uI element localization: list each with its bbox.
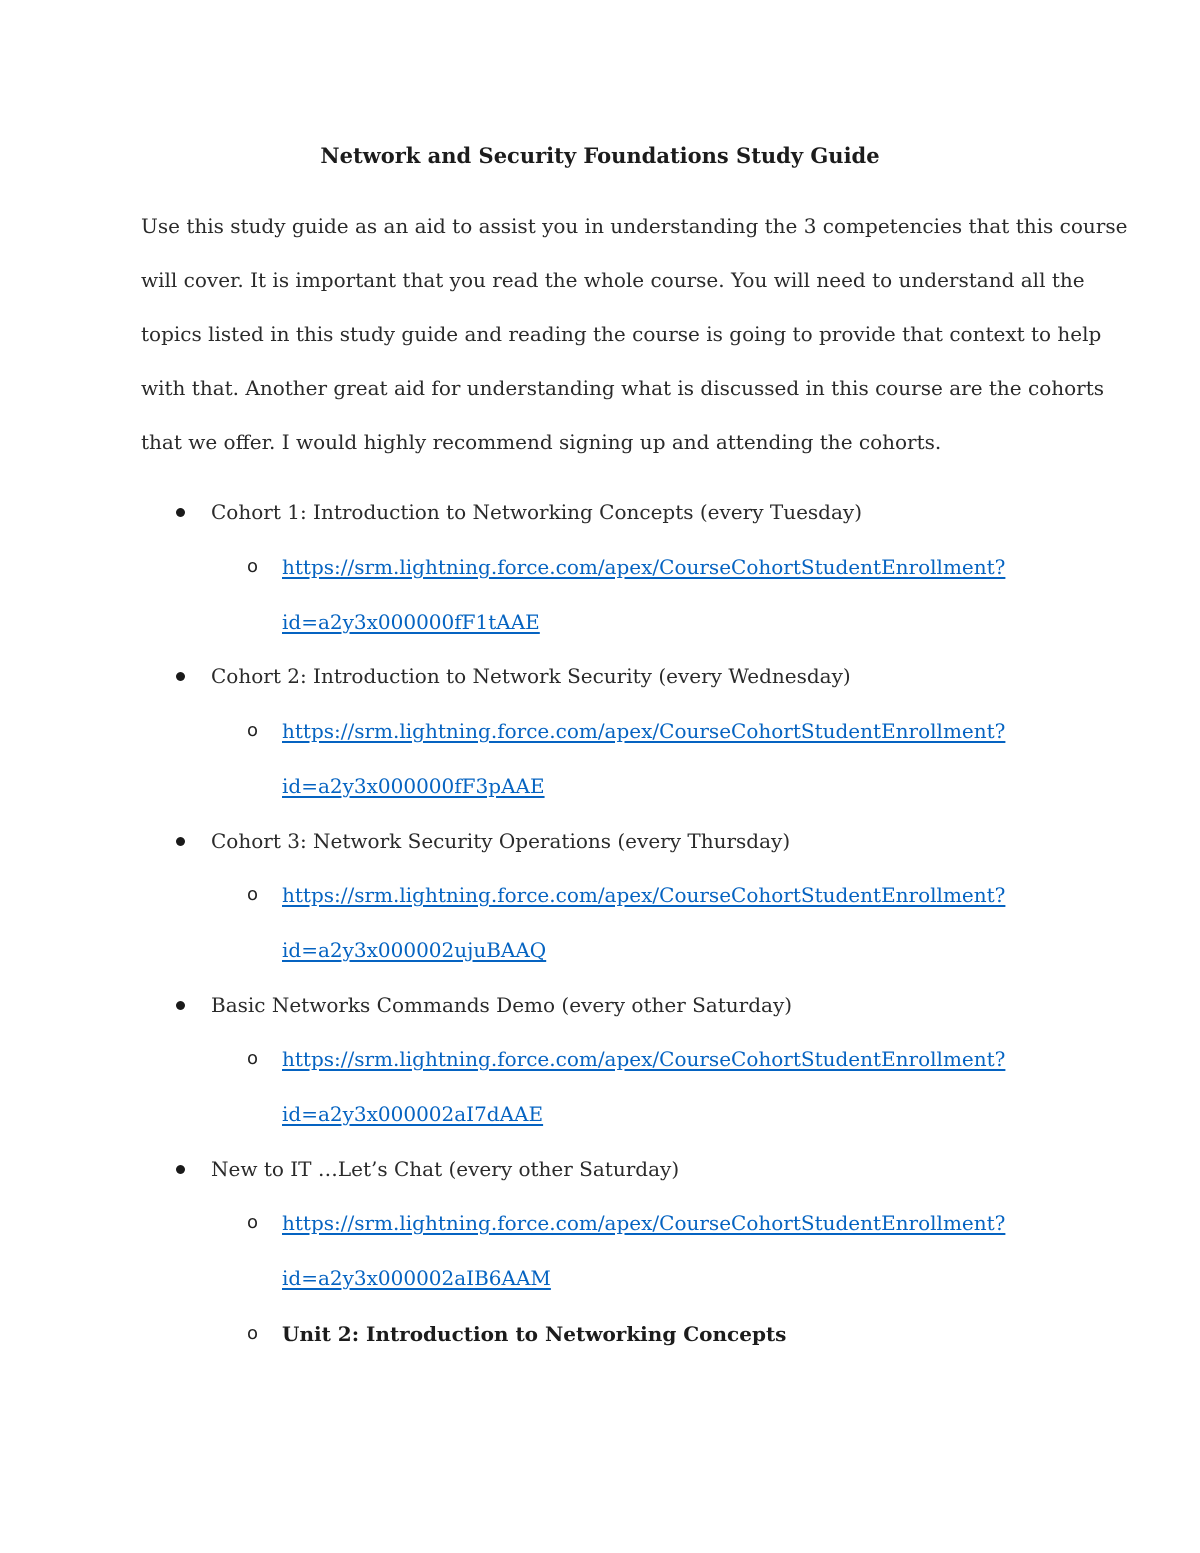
list-item [0,987,1200,1023]
enrollment-link[interactable]: https://srm.lightning.force.com/apex/CourseCohortStudentEnrollment? [282,1047,1006,1071]
unit-heading: Unit 2: Introduction to Networking Concepts [282,1322,787,1346]
sub-list-item [0,549,1200,585]
sub-list-item [0,1041,1200,1077]
sub-list-item-continued [0,768,1200,804]
enrollment-link[interactable]: https://srm.lightning.force.com/apex/CourseCohortStudentEnrollment? [282,719,1006,743]
sub-list-item-continued [0,1260,1200,1296]
list-item [0,823,1200,859]
intro-line: that we offer. I would highly recommend signing up and attending the cohorts. [141,430,942,454]
sub-list-item-continued [0,1096,1200,1132]
list-item [0,658,1200,694]
bullet-icon [176,672,185,681]
page-title: Network and Security Foundations Study Guide [320,143,880,168]
sub-list-item [0,713,1200,749]
sub-bullet-icon: o [247,556,259,577]
enrollment-link[interactable]: https://srm.lightning.force.com/apex/CourseCohortStudentEnrollment? [282,883,1006,907]
enrollment-link-continued[interactable]: id=a2y3x000002aIB6AAM [282,1266,551,1290]
sub-bullet-icon: o [247,720,259,741]
bullet-icon [176,837,185,846]
intro-line: will cover. It is important that you read the whole course. You will need to understand all the [141,268,1085,292]
sub-list-item [0,877,1200,913]
sub-list-item [0,1205,1200,1241]
enrollment-link-continued[interactable]: id=a2y3x000000fF1tAAE [282,610,540,634]
intro-line: topics listed in this study guide and reading the course is going to provide that context to help [141,322,1102,346]
cohort-label: Basic Networks Commands Demo (every other Saturday) [211,993,793,1017]
enrollment-link-continued[interactable]: id=a2y3x000002ujuBAAQ [282,938,547,962]
sub-bullet-icon: o [247,1323,259,1344]
list-item [0,1151,1200,1187]
sub-bullet-icon: o [247,1048,259,1069]
bullet-icon [176,1165,185,1174]
enrollment-link[interactable]: https://srm.lightning.force.com/apex/CourseCohortStudentEnrollment? [282,1211,1006,1235]
enrollment-link-continued[interactable]: id=a2y3x000002aI7dAAE [282,1102,544,1126]
enrollment-link[interactable]: https://srm.lightning.force.com/apex/CourseCohortStudentEnrollment? [282,555,1006,579]
list-item [0,494,1200,530]
cohort-label: Cohort 3: Network Security Operations (every Thursday) [211,829,791,853]
cohort-label: Cohort 2: Introduction to Network Security (every Wednesday) [211,664,851,688]
sub-list-item-continued [0,932,1200,968]
enrollment-link-continued[interactable]: id=a2y3x000000fF3pAAE [282,774,545,798]
intro-line: Use this study guide as an aid to assist you in understanding the 3 competencies that this course [141,214,1128,238]
sub-bullet-icon: o [247,1212,259,1233]
sub-list-item [0,1316,1200,1352]
cohort-label: New to IT …Let’s Chat (every other Saturday) [211,1157,680,1181]
intro-paragraph [141,208,1128,478]
bullet-icon [176,1001,185,1010]
cohort-label: Cohort 1: Introduction to Networking Concepts (every Tuesday) [211,500,863,524]
bullet-icon [176,508,185,517]
sub-bullet-icon: o [247,884,259,905]
sub-list-item-continued [0,604,1200,640]
intro-line: with that. Another great aid for understanding what is discussed in this course are the cohorts [141,376,1105,400]
